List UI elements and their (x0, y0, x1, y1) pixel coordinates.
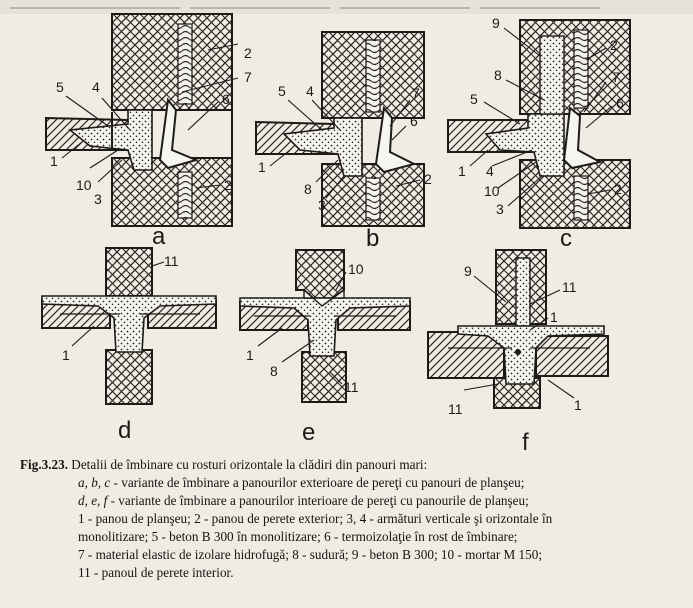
label-7: 7 (412, 85, 420, 101)
label-5: 5 (470, 91, 478, 107)
label-1: 1 (258, 159, 266, 175)
label-2: 2 (614, 181, 622, 197)
label-2: 2 (610, 37, 618, 53)
legend-line: monolitizare; 5 - beton B 300 în monolitizare; 6 - termoizolaţie în rost de îmbinare; (78, 529, 518, 544)
label-10: 10 (484, 183, 500, 199)
interior-wall-panel (302, 352, 346, 402)
label-1: 1 (458, 163, 466, 179)
variants-abc: a, b, c (78, 475, 111, 490)
figure-title: Detalii de îmbinare cu rosturi orizontale la clădiri din panouri mari: (71, 457, 428, 472)
thermal-insulation (178, 172, 192, 218)
label-1: 1 (550, 309, 558, 325)
label-8: 8 (304, 181, 312, 197)
label-10: 10 (348, 261, 364, 277)
label-1: 1 (62, 347, 70, 363)
figure-id: Fig.3.23. (20, 457, 68, 472)
detail-f (428, 250, 608, 450)
label-6: 6 (222, 91, 230, 107)
label-3: 3 (94, 191, 102, 207)
legend-line: 11 - panoul de perete interior. (78, 565, 234, 580)
floor-slab (536, 336, 608, 376)
variants-def: d, e, f (78, 493, 108, 508)
exterior-wall-panel (112, 14, 232, 110)
label-6: 6 (616, 95, 624, 111)
thermal-insulation (574, 176, 588, 220)
caption-abc-line (20, 474, 682, 492)
label-9: 9 (464, 263, 472, 279)
label-1: 1 (50, 153, 58, 169)
legend-line: 7 - material elastic de izolare hidrofugă; 8 - sudură; 9 - beton B 300; 10 - mortar M 150; (78, 547, 542, 562)
caption-def-line (20, 492, 682, 510)
detail-letter: e (302, 419, 316, 446)
variants-def-desc: - variante de îmbinare a panourilor interioare de pereţi cu panourile de planşeu; (107, 493, 529, 508)
label-1: 1 (246, 347, 254, 363)
detail-letter: a (152, 223, 166, 250)
concrete-b300 (540, 36, 564, 114)
label-10: 10 (76, 177, 92, 193)
label-2: 2 (244, 45, 252, 61)
detail-letter: b (366, 225, 380, 252)
label-4: 4 (486, 163, 494, 179)
detail-a (46, 14, 252, 250)
detail-d (42, 248, 216, 444)
label-3: 3 (318, 197, 326, 213)
label-11: 11 (164, 253, 179, 269)
label-7: 7 (244, 69, 252, 85)
interior-wall-panel (106, 248, 152, 296)
label-11: 11 (448, 401, 463, 417)
detail-letter: d (118, 417, 132, 444)
exterior-wall-panel (112, 158, 232, 226)
thermal-insulation (574, 30, 588, 108)
concrete-b300 (516, 258, 530, 326)
label-8: 8 (494, 67, 502, 83)
legend-line: 1 - panou de planşeu; 2 - panou de perete exterior; 3, 4 - armături verticale şi orizontale în (78, 511, 553, 526)
detail-e (240, 250, 410, 446)
variants-abc-desc: - variante de îmbinare a panourilor exterioare de pereţi cu panouri de planşeu; (110, 475, 525, 490)
thermal-insulation (366, 178, 380, 220)
figure-caption (20, 456, 682, 582)
caption-title-line (20, 456, 682, 474)
detail-letter: f (522, 429, 529, 450)
label-1: 1 (574, 397, 582, 413)
label-2: 2 (224, 177, 232, 193)
thermal-insulation (366, 40, 380, 112)
label-5: 5 (56, 79, 64, 95)
thermal-insulation (178, 24, 192, 104)
label-6: 6 (410, 113, 418, 129)
detail-b (256, 32, 432, 252)
detail-letter: c (560, 225, 572, 252)
label-2: 2 (424, 171, 432, 187)
label-11: 11 (344, 379, 359, 395)
label-9: 9 (492, 15, 500, 31)
detail-c (448, 15, 630, 252)
label-4: 4 (306, 83, 314, 99)
label-4: 4 (92, 79, 100, 95)
label-7: 7 (612, 69, 620, 85)
waterproof-seal (564, 108, 600, 168)
label-3: 3 (496, 201, 504, 217)
label-11: 11 (562, 279, 577, 295)
label-8: 8 (270, 363, 278, 379)
interior-wall-panel (106, 350, 152, 404)
label-5: 5 (278, 83, 286, 99)
